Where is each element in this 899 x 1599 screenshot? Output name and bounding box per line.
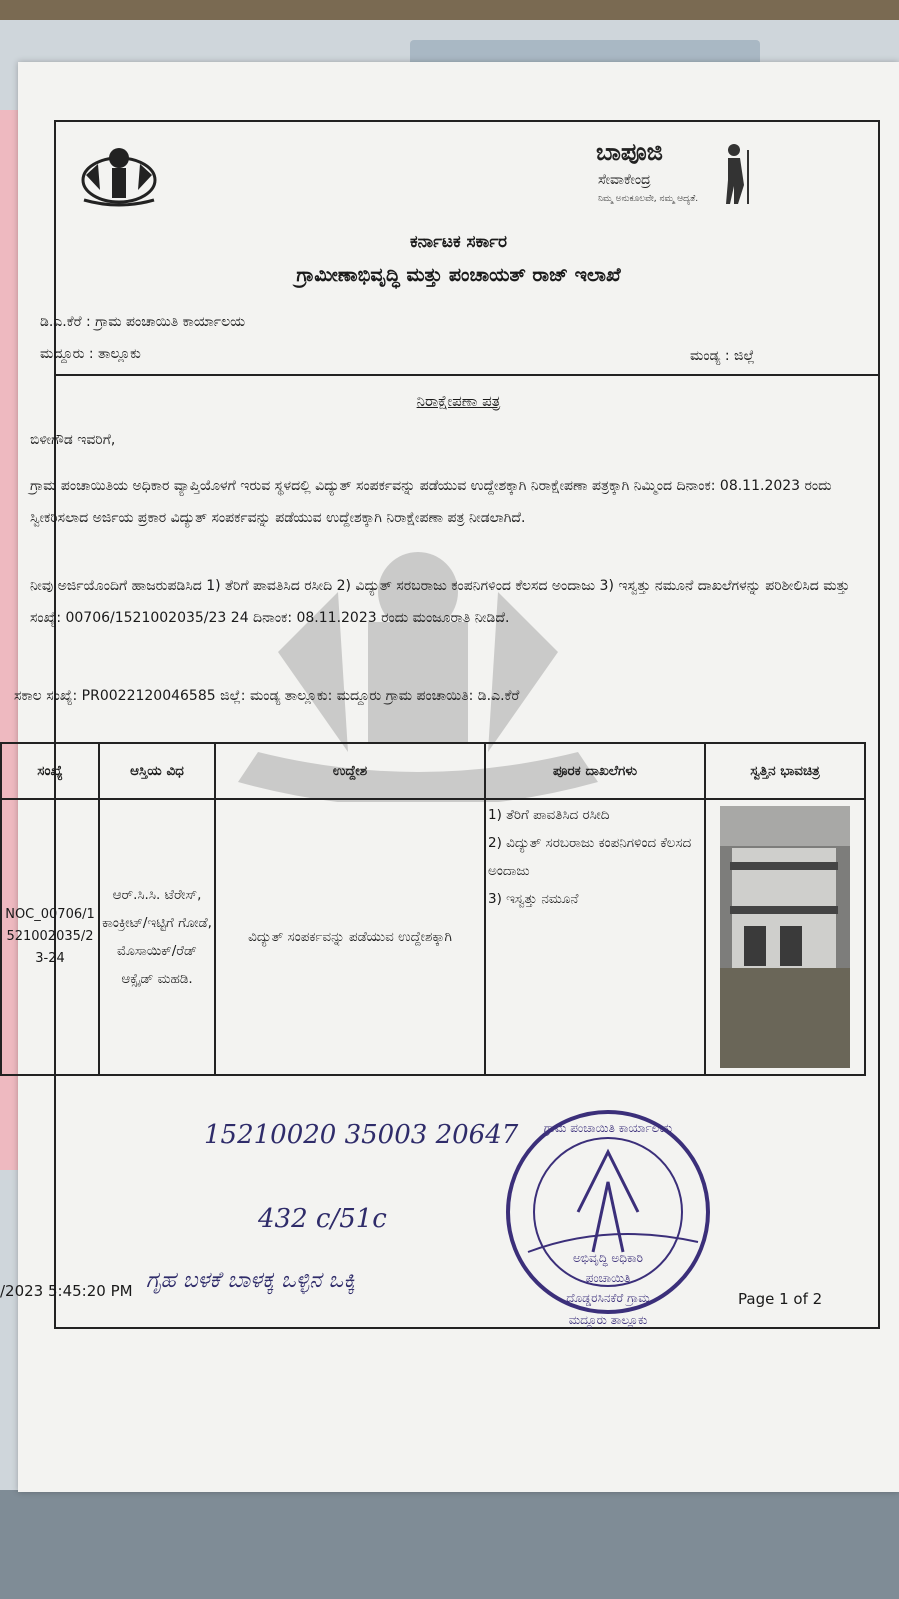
header-purpose: ಉದ್ದೇಶ	[215, 743, 485, 799]
paragraph-two: ನೀವು ಅರ್ಜಿಯೊಂದಿಗೆ ಹಾಜರುಪಡಿಸಿದ 1) ತೆರಿಗೆ ಪಾವತಿಸಿದ ರಸೀದಿ 2) ವಿದ್ಯುತ್ ಸರಬರಾಜು ಕಂಪನಿಗಳಿಂದ ಕೆಲಸದ ಅಂದಾಜು 3) ಇಸ್ವತ್ತು ನಮೂನೆ ದಾಖಲೆಗಳನ್ನು ಪರಿಶೀಲಿಸಿದ ಮತ್ತು ಸಂಖ್ಯೆ: 00706/1521002035/23 24 ದಿನಾಂಕ: 08.11.2023 ರಂದು ಮಂಜೂರಾತಿ ನೀಡಿದೆ.	[30, 578, 850, 626]
logo-title: ಬಾಪೂಜಿ	[596, 138, 663, 166]
handwritten-survey-number: 432 c/51c	[258, 1204, 387, 1234]
cell-purpose: ವಿದ್ಯುತ್ ಸಂಪರ್ಕವನ್ನು ಪಡೆಯುವ ಉದ್ದೇಶಕ್ಕಾಗಿ	[215, 799, 485, 1075]
bapuji-seva-kendra-logo	[596, 138, 776, 218]
cell-number: NOC_00706/1521002035/23-24	[1, 799, 99, 1075]
cell-supporting-docs	[485, 799, 705, 1075]
seal-line: ಮದ್ದೂರು ತಾಲ್ಲೂಕು	[568, 1313, 648, 1327]
taluk-name: ಮದ್ದೂರು : ತಾಲ್ಲೂಕು	[40, 346, 141, 362]
addressee: ಬಿಳೀಗೌಡ ಇವರಿಗೆ,	[30, 432, 116, 448]
paragraph-one: ಗ್ರಾಮ ಪಂಚಾಯಿತಿಯ ಅಧಿಕಾರ ವ್ಯಾಪ್ತಿಯೊಳಗೆ ಇರುವ ಸ್ಥಳದಲ್ಲಿ ವಿದ್ಯುತ್ ಸಂಪರ್ಕವನ್ನು ಪಡೆಯುವ ಉದ್ದೇಶಕ್ಕಾಗಿ ನಿರಾಕ್ಷೇಪಣಾ ಪತ್ರಕ್ಕಾಗಿ ನಿಮ್ಮಿಂದ ದಿನಾಂಕ: 08.11.2023 ರಂದು ಸ್ವೀಕರಿಸಲಾದ ಅರ್ಜಿಯ ಪ್ರಕಾರ ವಿದ್ಯುತ್ ಸಂಪರ್ಕವನ್ನು ಪಡೆಯುವ ಉದ್ದೇಶಕ್ಕಾಗಿ ನಿರಾಕ್ಷೇಪಣಾ ಪತ್ರ ನೀಡಲಾಗಿದೆ.	[30, 478, 832, 526]
district-name: ಮಂಡ್ಯ : ಜಿಲ್ಲೆ	[690, 348, 755, 364]
doc-item: 1) ತೆರಿಗೆ ಪಾವತಿಸಿದ ರಸೀದಿ	[488, 807, 610, 823]
government-name: ಕರ್ನಾಟಕ ಸರ್ಕಾರ	[409, 232, 508, 252]
doc-item: 3) ಇಸ್ವತ್ತು ನಮೂನೆ	[488, 891, 579, 907]
table-header-row	[1, 743, 865, 799]
header-supporting-docs: ಪೂರಕ ದಾಖಲೆಗಳು	[485, 743, 705, 799]
office-name: ಡಿ.ಎ.ಕೆರೆ : ಗ್ರಾಮ ಪಂಚಾಯಿತಿ ಕಾರ್ಯಾಲಯ	[40, 314, 246, 330]
department-name: ಗ್ರಾಮೀಣಾಭಿವೃದ್ಧಿ ಮತ್ತು ಪಂಚಾಯತ್ ರಾಜ್ ಇಲಾಖೆ	[296, 264, 621, 286]
table-row	[1, 799, 865, 1075]
logo-subtitle: ಸೇವಾಕೇಂದ್ರ	[598, 172, 651, 188]
header-property-photo: ಸ್ವತ್ತಿನ ಭಾವಚಿತ್ರ	[705, 743, 865, 799]
handwritten-usage-note: ಗೃಹ ಬಳಕೆ ಬಾಳಕ್ಕ ಒಳ್ಳಿನ ಒಕ್ಕಿ	[146, 1268, 356, 1293]
print-timestamp: /2023 5:45:20 PM	[0, 1282, 133, 1300]
handwritten-account-number: 15210020 35003 20647	[204, 1120, 519, 1150]
karnataka-emblem-icon	[74, 140, 164, 210]
header-number: ಸಂಖ್ಯೆ	[1, 743, 99, 799]
seal-line: ಪಂಚಾಯಿತಿ	[585, 1271, 631, 1285]
seal-line: ದೊಡ್ಡರಸಿನಕೆರೆ ಗ್ರಾಮ	[566, 1291, 650, 1305]
noc-document	[0, 62, 899, 1492]
building-photo	[720, 806, 850, 1068]
sakala-number: ಸಕಾಲ ಸಂಖ್ಯೆ: PR0022120046585 ಜಿಲ್ಲೆ: ಮಂಡ್ಯ ತಾಲ್ಲೂಕು: ಮದ್ದೂರು ಗ್ರಾಮ ಪಂಚಾಯಿತಿ: ಡಿ.ಎ.ಕೆರೆ	[14, 688, 520, 704]
folder-bottom	[0, 1490, 899, 1599]
header-property-type: ಆಸ್ತಿಯ ವಿಧ	[99, 743, 215, 799]
panchayat-seal-stamp	[498, 1102, 718, 1342]
cell-property-type: ಆರ್.ಸಿ.ಸಿ. ಟೆರೇಸ್, ಕಾಂಕ್ರೀಟ್/ಇಟ್ಟಿಗೆ ಗೋಡೆ, ಮೊಸಾಯಿಕ್/ರೆಡ್ ಆಕ್ಸೈಡ್ ಮಹಡಿ.	[99, 799, 215, 1075]
seal-text: ಗ್ರಾಮ ಪಂಚಾಯಿತಿ ಕಾರ್ಯಾಲಯ	[543, 1121, 673, 1135]
cell-property-photo	[705, 799, 865, 1075]
header-divider	[54, 374, 878, 376]
doc-item: 2) ವಿದ್ಯುತ್ ಸರಬರಾಜು ಕಂಪನಿಗಳಿಂದ ಕೆಲಸದ ಅಂದಾಜು	[488, 835, 692, 879]
logo-tagline: ನಿಮ್ಮ ಅನುಕೂಲವೇ, ನಮ್ಮ ಆದ್ಯತೆ.	[598, 194, 699, 204]
page-number: Page 1 of 2	[738, 1290, 823, 1308]
gandhi-figure-icon	[704, 140, 760, 206]
seal-line: ಅಭಿವೃದ್ಧಿ ಅಧಿಕಾರಿ	[572, 1251, 644, 1265]
document-title: ನಿರಾಕ್ಷೇಪಣಾ ಪತ್ರ	[416, 392, 501, 410]
noc-table	[0, 742, 866, 1076]
